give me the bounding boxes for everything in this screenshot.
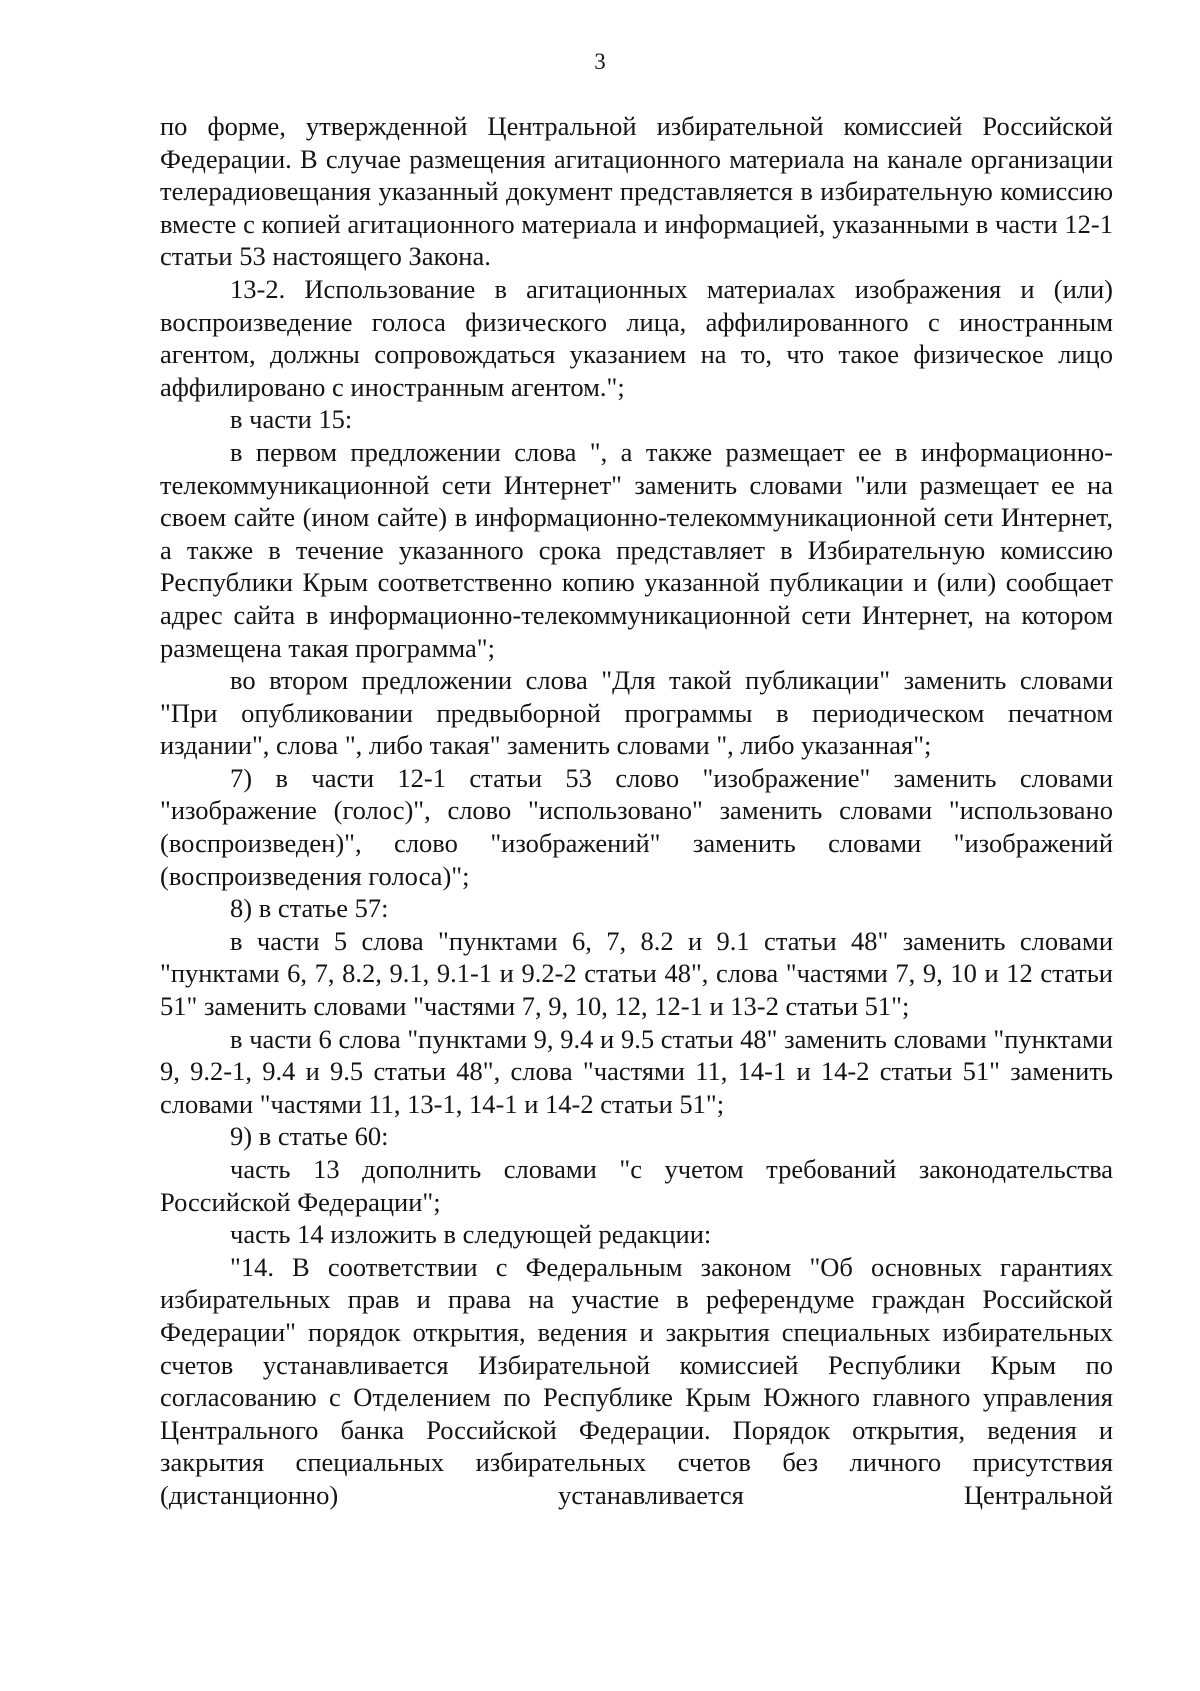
document-body bbox=[160, 110, 1113, 1512]
paragraph: во втором предложении слова "Для такой публикации" заменить словами "При опубликовании предвыборной программы в периодическом печатном издании", слова ", либо такая" заменить словами ", либо указанная"; bbox=[160, 665, 1113, 761]
paragraph: 13-2. Использование в агитационных материалах изображения и (или) воспроизведение голоса физического лица, аффилированного с иностранным агентом, должны сопровождаться указанием на то, что такое физическое лицо аффилировано с иностранным агентом."; bbox=[160, 273, 1113, 402]
paragraph: в части 6 слова "пунктами 9, 9.4 и 9.5 статьи 48" заменить словами "пунктами 9, 9.2-1, 9.4 и 9.5 статьи 48", слова "частями 11, 14-1 и 14-2 статьи 51" заменить словами "частями 11, 13-1, 14-1 и 14-2 статьи 51"; bbox=[160, 1023, 1113, 1119]
paragraph: в части 15: bbox=[230, 404, 353, 435]
paragraph: часть 13 дополнить словами "с учетом требований законодательства Российской Федерации"; bbox=[160, 1154, 1113, 1217]
paragraph: в части 5 слова "пунктами 6, 7, 8.2 и 9.1 статьи 48" заменить словами "пунктами 6, 7, 8.2, 9.1, 9.1-1 и 9.2-2 статьи 48", слова "частями 7, 9, 10 и 12 статьи 51" заменить словами "частями 7, 9, 10, 12, 12-1 и 13-2 статьи 51"; bbox=[160, 925, 1113, 1022]
paragraph: 9) в статье 60: bbox=[230, 1121, 389, 1152]
paragraph: 8) в статье 57: bbox=[230, 893, 389, 924]
paragraph: "14. В соответствии с Федеральным законом "Об основных гарантиях избирательных прав и права на участие в референдуме граждан Российской Федерации" порядок открытия, ведения и закрытия специальных избирательных счетов устанавливается Избирательной комиссией Республики Крым по согласованию с Отделением по Республике Крым Южного главного управления Центрального банка Российской Федерации. Порядок открытия, ведения и закрытия специальных избирательных счетов без личного присутствия (дистанционно) устанавливается Центральной bbox=[160, 1251, 1113, 1510]
paragraph: в первом предложении слова ", а также размещает ее в информационно-телекоммуникационной сети Интернет" заменить словами "или размещает ее на своем сайте (ином сайте) в информационно-телекоммуникационной сети Интернет, а также в течение указанного срока представляет в Избирательную комиссию Республики Крым соответственно копию указанной публикации и (или) сообщает адрес сайта в информационно-телекоммуникационной сети Интернет, на котором размещена такая программа"; bbox=[160, 436, 1113, 663]
paragraph: часть 14 изложить в следующей редакции: bbox=[230, 1219, 712, 1250]
paragraph: 7) в части 12-1 статьи 53 слово "изображение" заменить словами "изображение (голос)", слово "использовано" заменить словами "использовано (воспроизведен)", слово "изображений" заменить словами "изображений (воспроизведения голоса)"; bbox=[160, 762, 1113, 891]
paragraph: по форме, утвержденной Центральной избирательной комиссией Российской Федерации. В случае размещения агитационного материала на канале организации телерадиовещания указанный документ представляется в избирательную комиссию вместе с копией агитационного материала и информацией, указанными в части 12-1 статьи 53 настоящего Закона. bbox=[160, 111, 1113, 272]
page-number: 3 bbox=[594, 49, 606, 74]
